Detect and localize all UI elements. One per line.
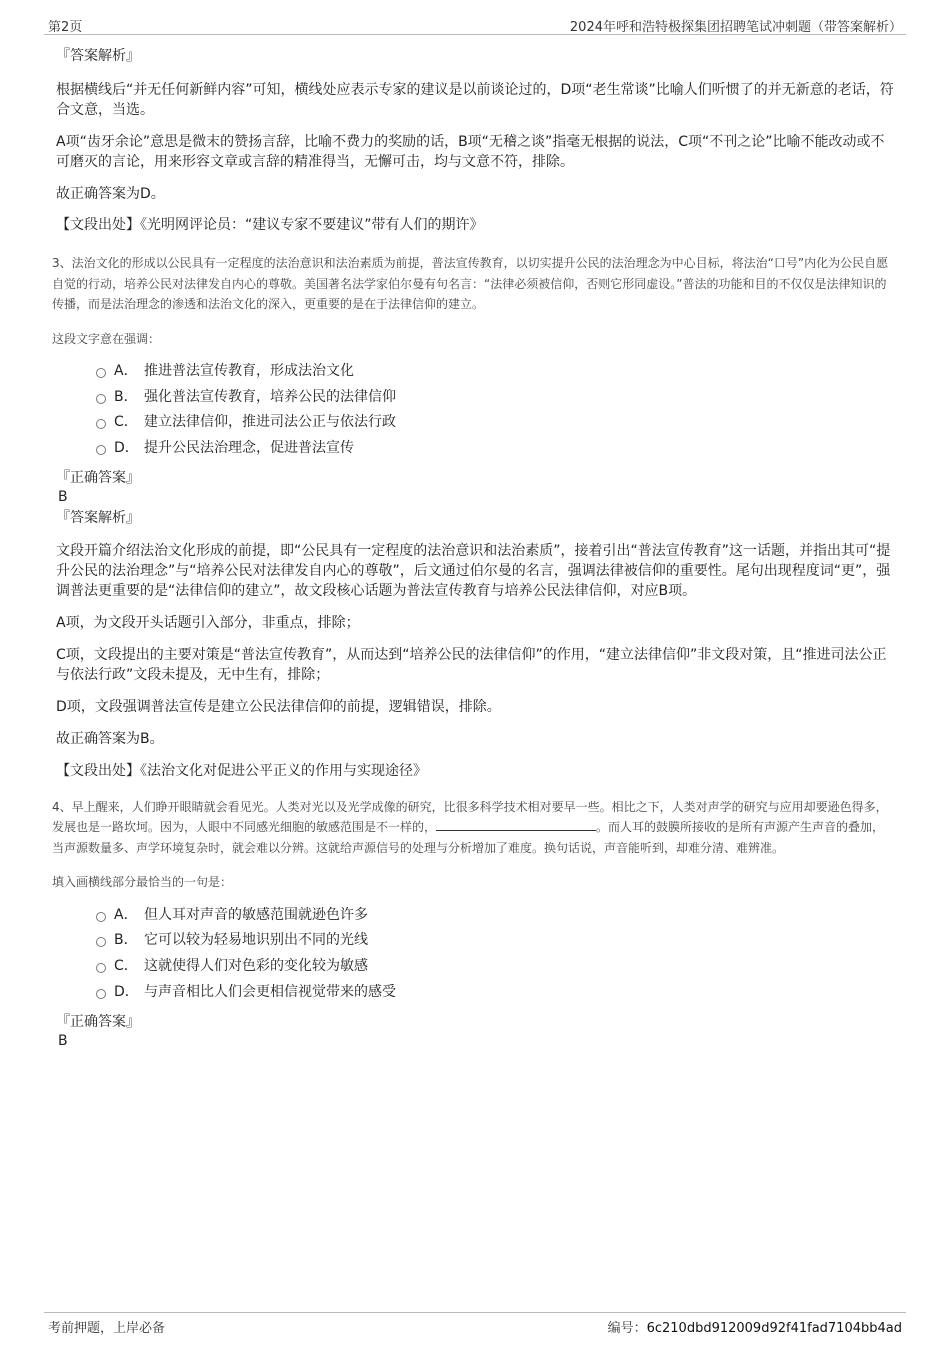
- q4-option-c[interactable]: [56, 954, 896, 980]
- q4-answer: B: [58, 1032, 68, 1049]
- page-footer: [44, 1312, 906, 1335]
- option-text: 与声音相比人们会更相信视觉带来的感受: [144, 983, 396, 1000]
- option-text: 这就使得人们对色彩的变化较为敏感: [144, 958, 368, 975]
- q3-text: 3、法治文化的形成以公民具有一定程度的法治意识和法治素质为前提，普法宣传教育，以切实提升公民的法治理念为中心目标，将法治“口号”内化为公民自愿自觉的行动，培养公民对法律发自内心的尊敬。美国著名法学家伯尔曼有句名言：“法律必须被信仰，否则它形同虚设。”普法的功能和目的不仅仅是法律知识的传播，而是法治理念的渗透和法治文化的深入，更重要的是在于法律信仰的建立。: [52, 256, 889, 311]
- option-key: C．: [114, 958, 138, 975]
- q3-analysis-p5: 故正确答案为B。: [56, 730, 164, 747]
- q4-text-after-blank: 。而人耳的鼓膜所接收的是所有声源产生声音的叠加，当声源数量多、声学环境复杂时，就会难以分辨。这就给声源信号的处理与分析增加了难度。换句话说，声音能听到，却难分清、难辨准。: [52, 820, 885, 855]
- q4-option-a[interactable]: [56, 903, 896, 929]
- q3-answer-label: 『正确答案』: [56, 469, 140, 486]
- q4-option-d[interactable]: [56, 980, 896, 1006]
- code-value: 6c210dbd912009d92f41fad7104bb4ad: [646, 1321, 902, 1336]
- radio-icon[interactable]: [96, 989, 106, 999]
- q2-analysis-label: 『答案解析』: [56, 48, 140, 64]
- q3-options: [56, 359, 896, 462]
- footer-slogan: 考前押题，上岸必备: [48, 1321, 166, 1336]
- option-text: 但人耳对声音的敏感范围就逊色许多: [144, 906, 368, 923]
- radio-icon[interactable]: [96, 937, 106, 947]
- q3-source: 【文段出处】《法治文化对促进公平正义的作用与实现途径》: [56, 762, 427, 779]
- option-text: 它可以较为轻易地识别出不同的光线: [144, 932, 368, 949]
- q2-source: 【文段出处】《光明网评论员：“建议专家不要建议”带有人们的期许》: [56, 217, 484, 233]
- document-title: 2024年呼和浩特极探集团招聘笔试冲刺题（带答案解析）: [569, 20, 902, 35]
- q3-analysis-p3: C项，文段提出的主要对策是“普法宣传教育”，从而达到“培养公民的法律信仰”的作用，“建立法律信仰”非文段对策，且“推进司法公正与依法行政”文段未提及，无中生有，排除；: [56, 646, 887, 683]
- radio-icon[interactable]: [96, 963, 106, 973]
- q3-option-b[interactable]: [56, 385, 896, 411]
- q2-analysis-p2: A项“齿牙余论”意思是微末的赞扬言辞，比喻不费力的奖励的话，B项“无稽之谈”指毫无根据的说法，C项“不刊之论”比喻不能改动或不可磨灭的言论，用来形容文章或言辞的精准得当，无懈可击，均与文意不符，排除。: [56, 134, 885, 170]
- q3-analysis-p1: 文段开篇介绍法治文化形成的前提，即“公民具有一定程度的法治意识和法治素质”，接着引出“普法宣传教育”这一话题，并指出其可“提升公民的法治理念”与“培养公民对法律发自内心的尊敬”，后文通过伯尔曼的名言，强调法律被信仰的重要性。尾句出现程度词“更”，强调普法更重要的是“法律信仰的建立”，故文段核心话题为普法宣传教育与培养公民法律信仰，对应B项。: [56, 542, 891, 599]
- q2-analysis-p1: 根据横线后“并无任何新鲜内容”可知，横线处应表示专家的建议是以前谈论过的，D项“老生常谈”比喻人们听惯了的并无新意的老话，符合文意，当选。: [56, 82, 894, 118]
- radio-icon[interactable]: [96, 394, 106, 404]
- option-text: 推进普法宣传教育，形成法治文化: [144, 363, 354, 379]
- option-key: D．: [114, 440, 139, 457]
- option-key: A．: [114, 363, 138, 379]
- q4-options: [56, 903, 896, 1006]
- radio-icon[interactable]: [96, 445, 106, 455]
- option-text: 提升公民法治理念，促进普法宣传: [144, 440, 354, 457]
- q2-analysis-p3: 故正确答案为D。: [56, 186, 165, 202]
- radio-icon[interactable]: [96, 419, 106, 429]
- page-content: [52, 46, 896, 1050]
- option-text: 建立法律信仰，推进司法公正与依法行政: [144, 414, 396, 431]
- q3-answer: B: [58, 488, 68, 505]
- q3-option-a[interactable]: [56, 359, 896, 385]
- q3-analysis-label: 『答案解析』: [56, 509, 140, 526]
- q3-prompt: 这段文字意在强调：: [52, 331, 161, 346]
- option-key: B．: [114, 388, 138, 405]
- option-text: 强化普法宣传教育，培养公民的法律信仰: [144, 388, 396, 405]
- q3-analysis-p2: A项，为文段开头话题引入部分，非重点，排除；: [56, 614, 360, 631]
- q4-option-b[interactable]: [56, 928, 896, 954]
- q3-analysis-p4: D项，文段强调普法宣传是建立公民法律信仰的前提，逻辑错误，排除。: [56, 698, 501, 715]
- option-key: A．: [114, 906, 138, 923]
- q4-answer-label: 『正确答案』: [56, 1013, 140, 1030]
- page-header: [44, 14, 906, 35]
- option-key: D．: [114, 983, 139, 1000]
- q4-prompt: 填入画横线部分最恰当的一句是：: [52, 875, 233, 890]
- q3-option-c[interactable]: [56, 410, 896, 436]
- option-key: C．: [114, 414, 138, 431]
- radio-icon[interactable]: [96, 912, 106, 922]
- option-key: B．: [114, 932, 138, 949]
- radio-icon[interactable]: [96, 368, 106, 378]
- document-code: [608, 1317, 902, 1336]
- fill-in-blank: [436, 818, 596, 831]
- q4-text-before-blank: 4、早上醒来，人们睁开眼睛就会看见光。人类对光以及光学成像的研究，比很多科学技术相对要早一些。相比之下，人类对声学的研究与应用却要逊色得多，发展也是一路坎坷。因为，人眼中不同感光细胞的敏感范围是不一样的，: [52, 799, 888, 835]
- code-label: 编号：: [607, 1321, 647, 1336]
- q3-option-d[interactable]: [56, 436, 896, 462]
- page-number: 第2页: [48, 20, 83, 35]
- q4-text: [52, 797, 896, 859]
